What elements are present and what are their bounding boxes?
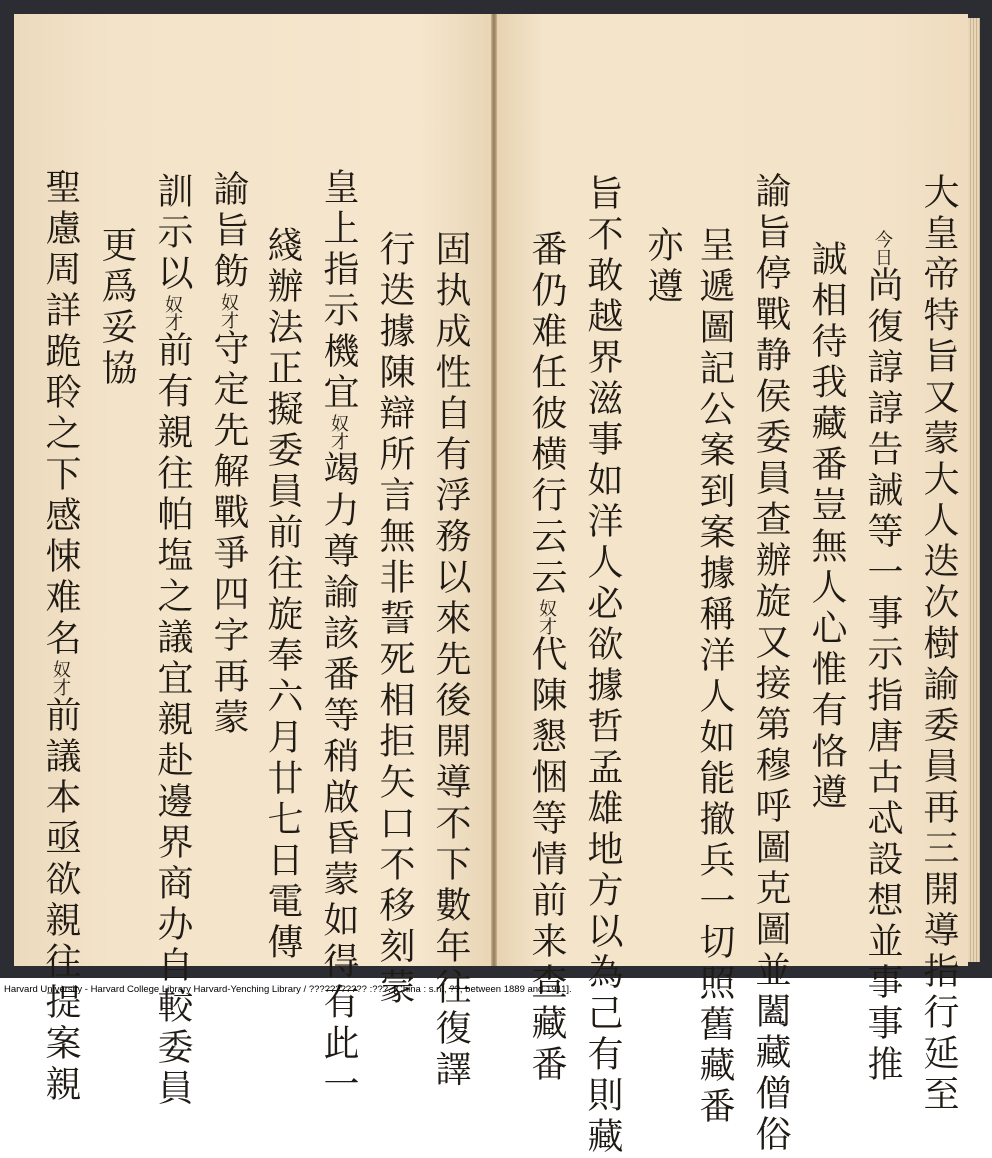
- page-edges: [968, 18, 980, 962]
- right-column-8-text-b: 代陳懇悃等情前来查藏番: [526, 635, 567, 1086]
- right-column-8: [526, 230, 567, 1086]
- right-column-2-date: 今日: [872, 230, 893, 266]
- left-column-6: [152, 172, 193, 1110]
- right-column-7: 旨不敢越界滋事如洋人必欲據哲孟雄地方以為己有則藏: [582, 174, 623, 1158]
- left-column-5: [208, 170, 249, 739]
- left-column-2: 行迭據陳辯所言無非誓死相拒矢口不移刻蒙: [374, 230, 415, 1009]
- left-page: [14, 14, 492, 966]
- left-column-8: [40, 168, 81, 1106]
- left-column-8-small: 奴才: [50, 660, 71, 696]
- left-column-3-small: 奴才: [328, 414, 349, 450]
- left-column-6-text: 訓示以: [152, 172, 193, 295]
- right-column-2-text: 尚復諄諄告誡等一事示指唐古忒設想並事事推: [862, 266, 903, 1086]
- citation-footer: Harvard University - Harvard College Library Harvard-Yenching Library / ??????????? :???. [China : s.n., ??, between 1889 and 1911].: [4, 984, 572, 995]
- left-column-6-small: 奴才: [162, 295, 183, 331]
- right-column-4: 諭旨停戰静侯委員查辦旋又接第穆呼圖克圖並闔藏僧俗: [750, 172, 791, 1156]
- right-column-3: 誠相待我藏番豈無人心惟有恪遵: [806, 240, 847, 814]
- left-column-5-text-b: 守定先解戰爭四字再蒙: [208, 329, 249, 739]
- right-column-8-small: 奴才: [536, 599, 557, 635]
- left-column-5-small: 奴才: [218, 293, 239, 329]
- left-column-3: [318, 168, 359, 1106]
- left-column-3-text-b: 竭力尊諭該番等稍啟昏蒙如得有此一: [318, 450, 359, 1106]
- right-column-2: [862, 230, 903, 1086]
- left-column-8-text: 聖慮周詳跪聆之下感悚难名: [40, 168, 81, 660]
- left-column-7: 更爲妥協: [96, 226, 137, 390]
- left-column-5-text: 諭旨飭: [208, 170, 249, 293]
- right-column-5: 呈遞圖記公案到案據稱洋人如能撤兵一切照舊藏番: [694, 226, 735, 1128]
- right-column-8-text: 番仍难任彼横行云云: [526, 230, 567, 599]
- left-column-3-text: 皇上指示機宜: [318, 168, 359, 414]
- right-column-1: 大皇帝特旨又蒙大人迭次樹諭委員再三開導指行延至: [918, 173, 959, 1116]
- left-column-6-text-b: 前有親往帕塩之議宜親赴邊界商办自較委員: [152, 331, 193, 1110]
- right-column-6: 亦遵: [642, 226, 683, 308]
- book-gutter: [491, 14, 497, 966]
- left-column-1: 固执成性自有浮務以來先後開導不下數年往復譯: [430, 230, 471, 1091]
- left-column-8-text-b: 前議本亟欲親往提案親: [40, 696, 81, 1106]
- left-column-4: 綫辦法正擬委員前往旋奉六月廿七日電傳: [262, 226, 303, 964]
